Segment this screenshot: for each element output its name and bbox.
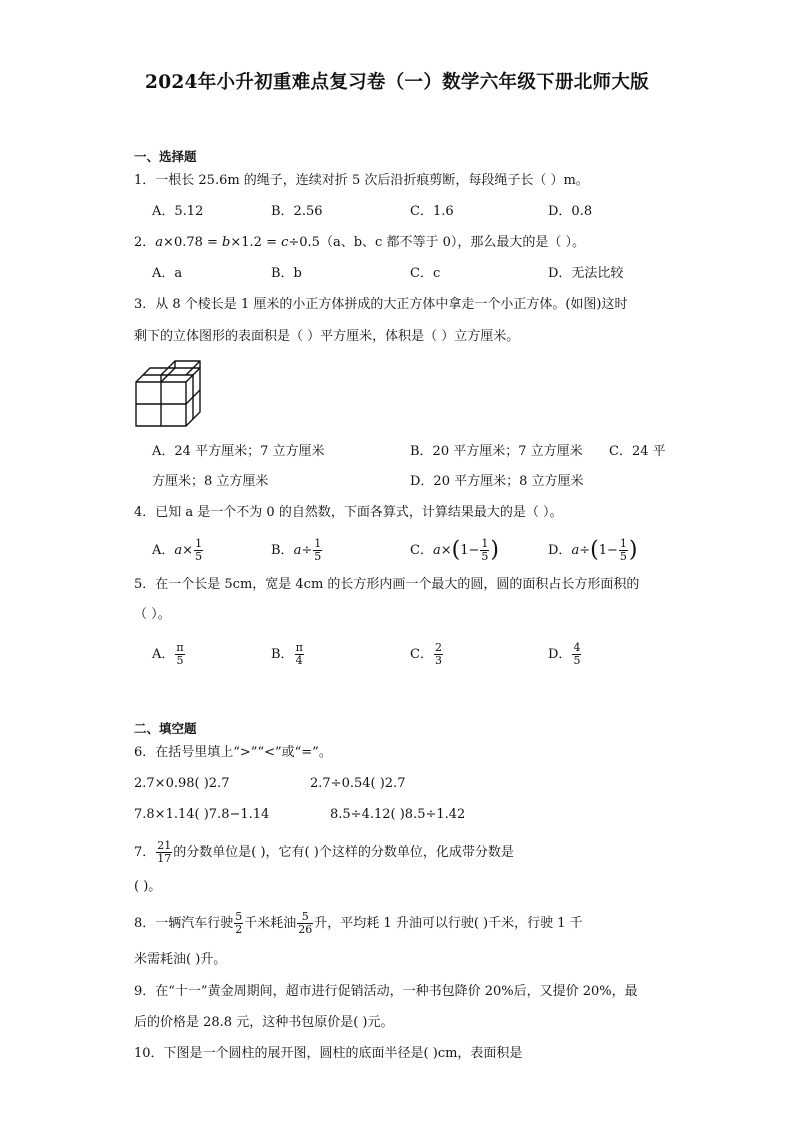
cube-figure [134,356,214,428]
question-6-row-2a[interactable]: 7.8×1.14( )7.8−1.14 [134,807,270,822]
numerator: π [295,641,303,654]
numerator: 5 [301,910,309,923]
expr-part: ×1.2 = [230,235,282,250]
question-5-option-b[interactable] [271,642,305,667]
numerator: π [176,641,184,654]
question-3-option-d[interactable]: D．20 平方厘米；8 立方厘米 [410,474,584,489]
question-8-text: 8．一辆汽车行驶 [134,916,234,931]
var-c: c [281,235,289,250]
fraction [572,642,581,667]
var-a: a [293,543,302,558]
option-letter: A． [152,647,175,662]
question-6-row-1b[interactable]: 2.7÷0.54( )2.7 [310,776,406,791]
var-a: a [155,235,164,250]
question-3-option-b[interactable]: B．20 平方厘米；7 立方厘米 [410,444,583,459]
fraction [194,538,203,563]
option-letter: C． [410,647,433,662]
option-letter: C． [410,543,433,558]
question-5-option-d[interactable] [548,642,582,667]
question-2-option-b[interactable]: B．b [271,266,302,281]
section-heading-choice: 一、选择题 [134,149,197,164]
fraction [480,538,489,563]
operator: ÷ [579,543,591,558]
question-6-row-1a[interactable]: 2.7×0.98( )2.7 [134,776,230,791]
fraction [295,642,304,667]
question-2-number: 2． [134,235,156,250]
numerator: 1 [195,537,203,550]
question-1-option-a[interactable]: A．5.12 [152,204,204,219]
denominator: 3 [434,654,442,667]
one-minus: 1− [598,543,618,558]
operator: ÷ [301,543,313,558]
question-9-line-1: 9．在“十一”黄金周期间，超市进行促销活动，一种书包降价 20%后，又提价 20%，最 [134,984,638,999]
numerator: 1 [619,537,627,550]
question-3-option-c-line-2[interactable]: 方厘米；8 立方厘米 [152,474,269,489]
question-3-option-a[interactable]: A．24 平方厘米；7 立方厘米 [152,444,325,459]
expr-part: ÷0.5 [288,235,320,250]
question-7-number: 7． [134,845,156,860]
question-8-line-1 [134,909,583,939]
question-7-line-2[interactable]: ( )。 [134,879,162,894]
fraction [234,911,243,936]
question-3-line-2: 剩下的立体图形的表面积是（ ）平方厘米，体积是（ ）立方厘米。 [134,329,520,344]
fraction [156,840,172,865]
right-paren: ) [628,537,638,563]
question-2-option-d[interactable]: D．无法比较 [548,266,624,281]
question-8-text: 升，平均耗 1 升油可以行驶( )千米，行驶 1 千 [314,916,583,931]
denominator: 5 [195,550,203,563]
left-paren: ( [590,537,599,563]
option-letter: B． [271,543,294,558]
question-8-line-2[interactable]: 米需耗油( )升。 [134,952,227,967]
page-title: 2024年小升初重难点复习卷（一）数学六年级下册北师大版 [145,72,649,93]
question-5-line-1: 5．在一个长是 5cm，宽是 4cm 的长方形内画一个最大的圆，圆的面积占长方形面积的 [134,577,640,592]
question-2-tail: （a、b、c 都不等于 0），那么最大的是（ ）。 [319,235,585,250]
var-a: a [174,543,183,558]
denominator: 5 [573,654,581,667]
fraction [619,538,628,563]
question-1-option-d[interactable]: D．0.8 [548,204,593,219]
denominator: 26 [298,923,313,936]
left-paren: ( [451,537,461,563]
section-heading-fill: 二、填空题 [134,721,197,736]
option-letter: A． [152,543,175,558]
numerator: 21 [157,839,172,852]
fraction [175,642,184,667]
var-a: a [432,543,441,558]
question-4-option-a[interactable] [152,538,204,563]
question-6-stem: 6．在括号里填上“>”“<”或“=”。 [134,745,332,760]
fraction [313,538,322,563]
question-5-line-2: （ ）。 [134,607,171,622]
question-4-option-b[interactable] [271,538,323,563]
one-minus: 1− [460,543,480,558]
numerator: 1 [481,537,489,550]
expr-part: ×0.78 = [163,235,223,250]
operator: × [182,543,194,558]
question-1-stem: 1．一根长 25.6m 的绳子，连续对折 5 次后沿折痕剪断，每段绳子长（ ）m。 [134,173,589,188]
denominator: 4 [295,654,303,667]
question-3-line-1: 3．从 8 个棱长是 1 厘米的小正方体拼成的大正方体中拿走一个小正方体。(如图)这时 [134,297,628,312]
question-7-line-1 [134,838,514,868]
question-2-stem [134,234,585,252]
denominator: 2 [235,923,243,936]
numerator: 5 [235,910,243,923]
denominator: 5 [314,550,322,563]
var-b: b [222,235,231,250]
numerator: 1 [314,537,322,550]
option-letter: D． [548,647,572,662]
denominator: 5 [619,550,627,563]
question-10-line-1[interactable]: 10．下图是一个圆柱的展开图，圆柱的底面半径是( )cm，表面积是 [134,1046,523,1061]
question-2-option-c[interactable]: C．c [410,266,441,281]
question-3-option-c-line-1[interactable]: C．24 平 [609,444,666,459]
denominator: 5 [176,654,184,667]
denominator: 17 [157,852,172,865]
question-5-option-c[interactable] [410,642,444,667]
numerator: 4 [573,641,581,654]
question-8-text: 千米耗油 [244,916,297,931]
question-4-option-d[interactable] [548,538,637,563]
operator: × [440,543,452,558]
question-4-option-c[interactable] [410,538,499,563]
question-6-row-2b[interactable]: 8.5÷4.12( )8.5÷1.42 [330,807,466,822]
option-letter: D． [548,543,572,558]
question-5-option-a[interactable] [152,642,186,667]
denominator: 5 [481,550,489,563]
var-a: a [571,543,580,558]
option-letter: B． [271,647,294,662]
question-2-option-a[interactable]: A．a [152,266,183,281]
question-7-text: 的分数单位是( )，它有( )个这样的分数单位，化成带分数是 [173,845,514,860]
question-9-line-2[interactable]: 后的价格是 28.8 元，这种书包原价是( )元。 [134,1015,394,1030]
question-1-option-c[interactable]: C．1.6 [410,204,454,219]
question-1-option-b[interactable]: B．2.56 [271,204,323,219]
numerator: 2 [434,641,442,654]
fraction [297,911,313,936]
fraction [434,642,443,667]
right-paren: ) [490,537,499,563]
question-4-stem: 4．已知 a 是一个不为 0 的自然数，下面各算式，计算结果最大的是（ ）。 [134,505,563,520]
